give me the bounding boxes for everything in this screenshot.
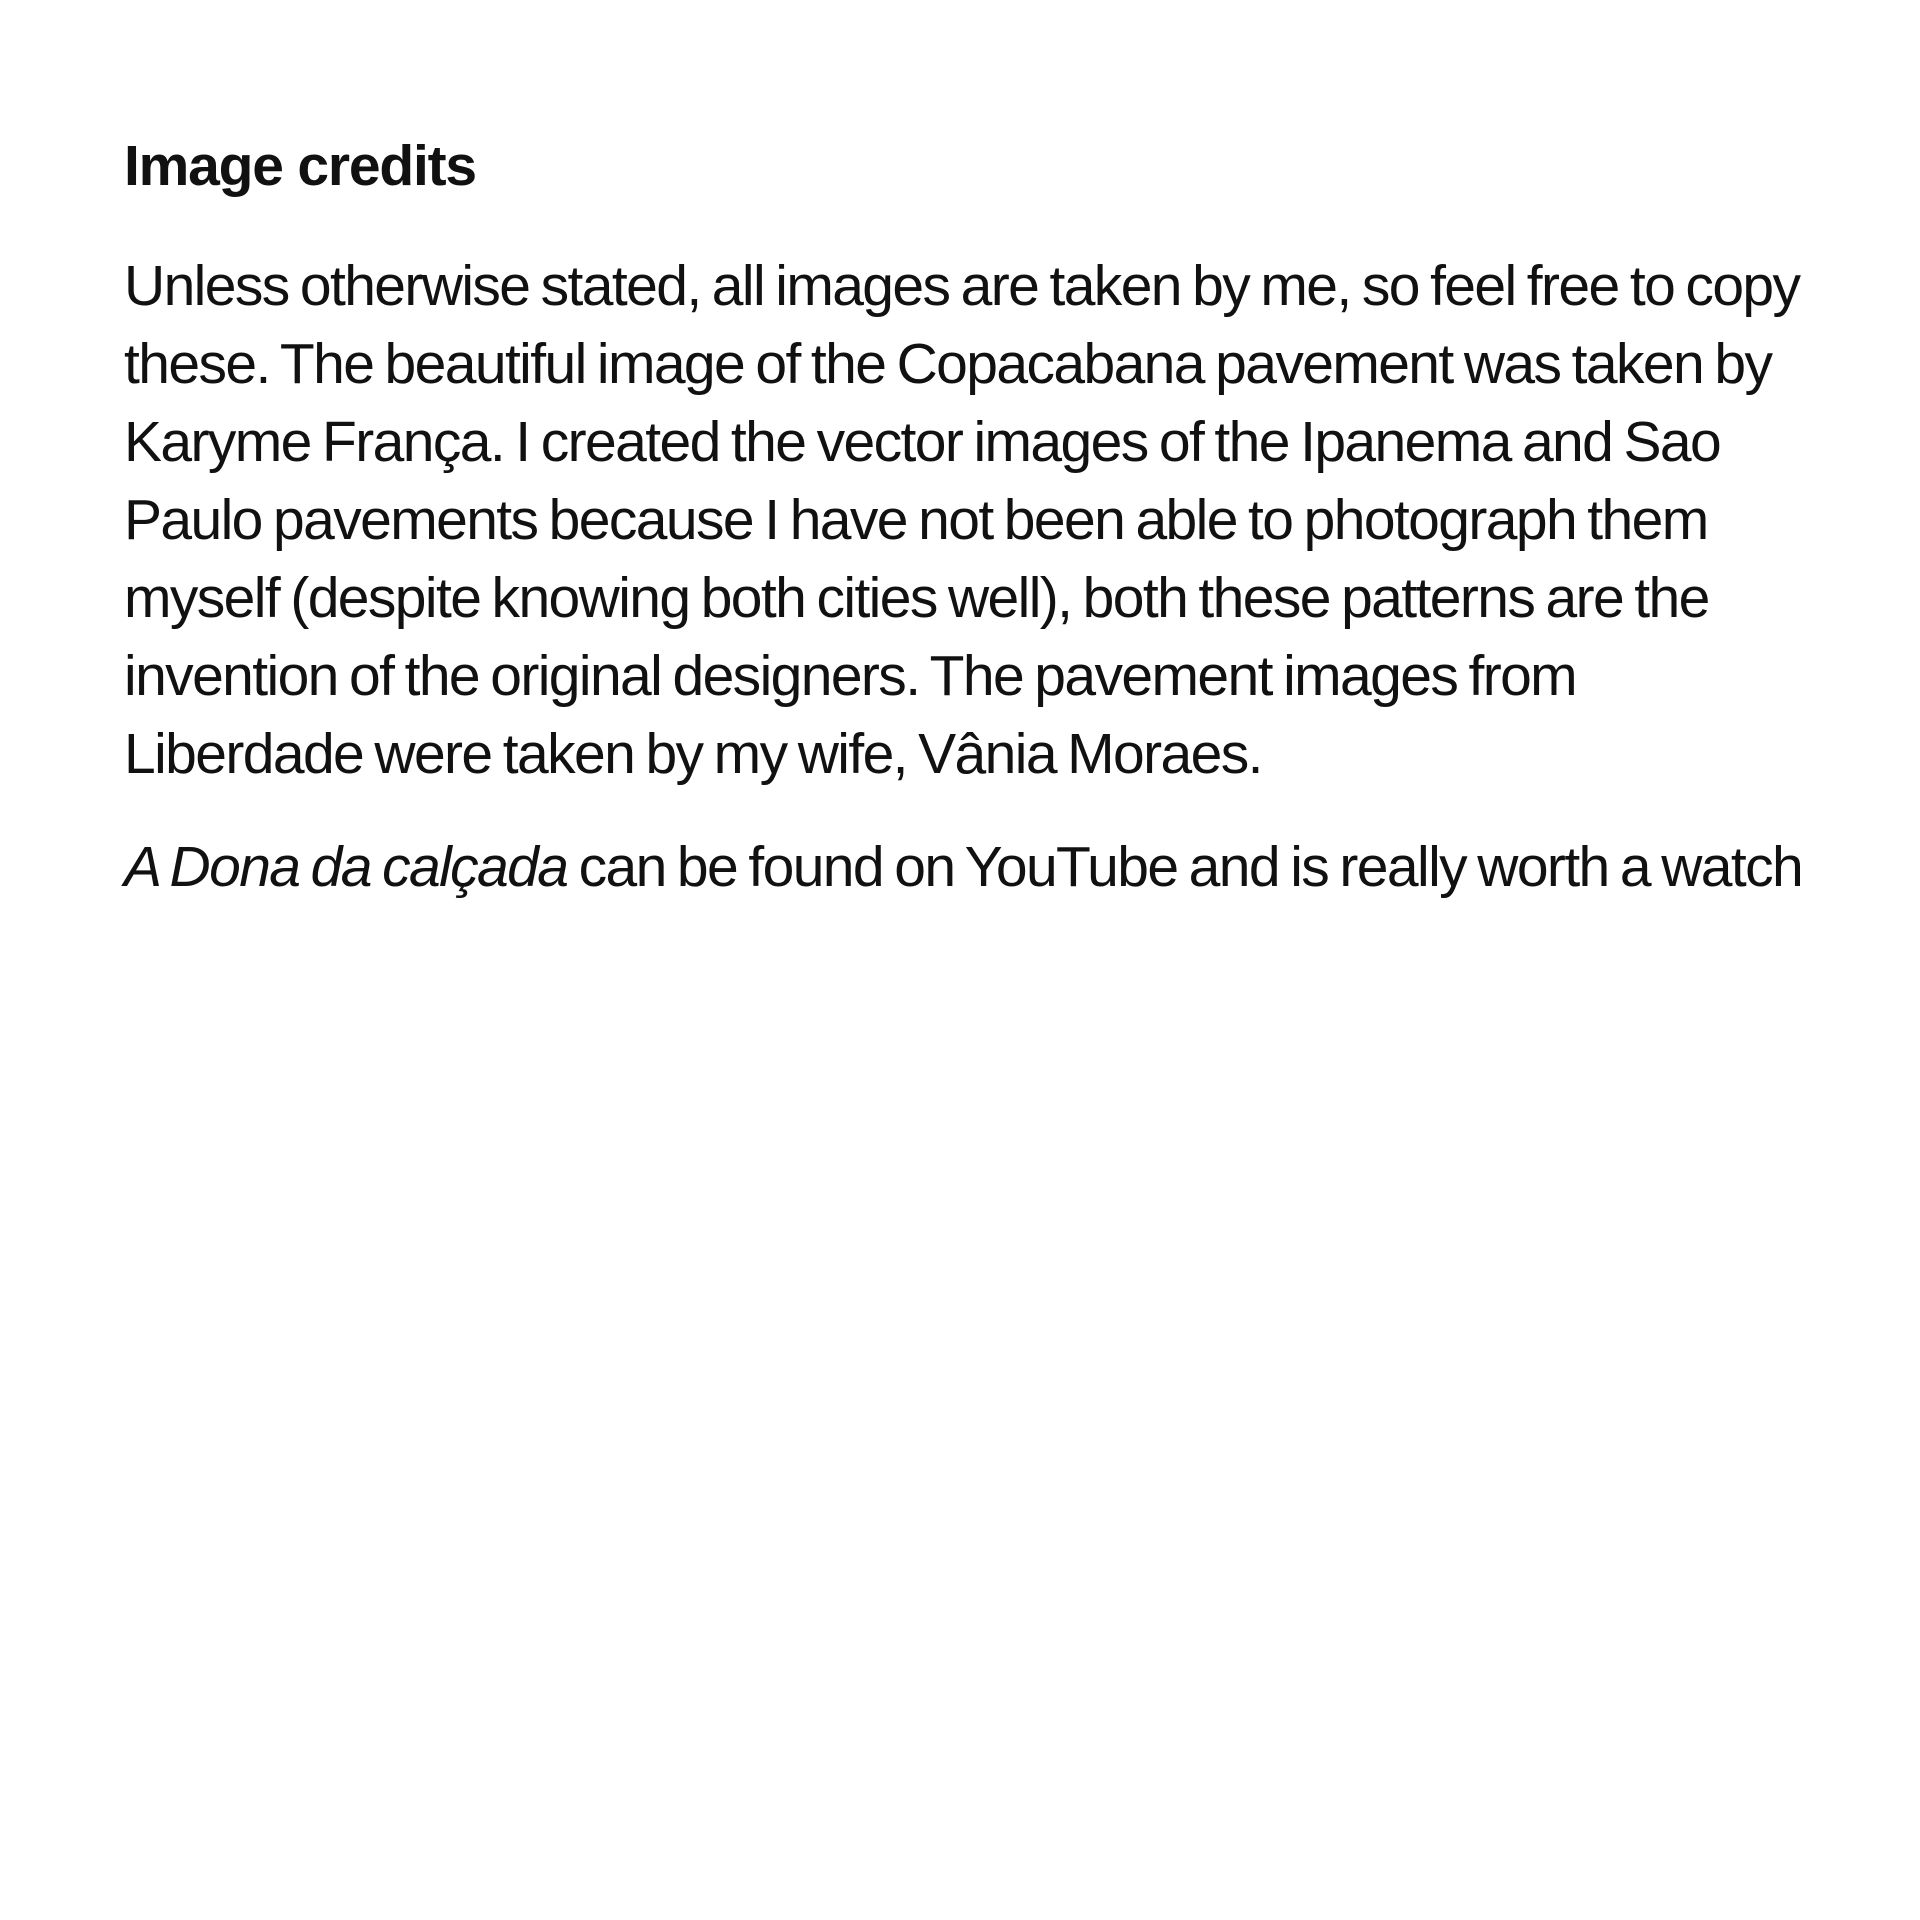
credits-paragraph: Unless otherwise stated, all images are taken by me, so feel free to copy these. The beautiful image of the Copacabana pavement was taken by Karyme França. I created the vector images of the Ipanema and Sao Paulo pavements because I have not been able to photograph them myself (despite knowing both cities well), both these patterns are the invention of the original designers. The pavement images from Liberdade were taken by my wife, Vânia Moraes. — [124, 254, 1800, 786]
section-heading: Image credits — [124, 134, 476, 198]
film-note-paragraph — [124, 828, 1824, 906]
film-note-text: can be found on YouTube and is really worth a watch — [567, 835, 1803, 899]
film-title: A Dona da calçada — [124, 835, 568, 899]
